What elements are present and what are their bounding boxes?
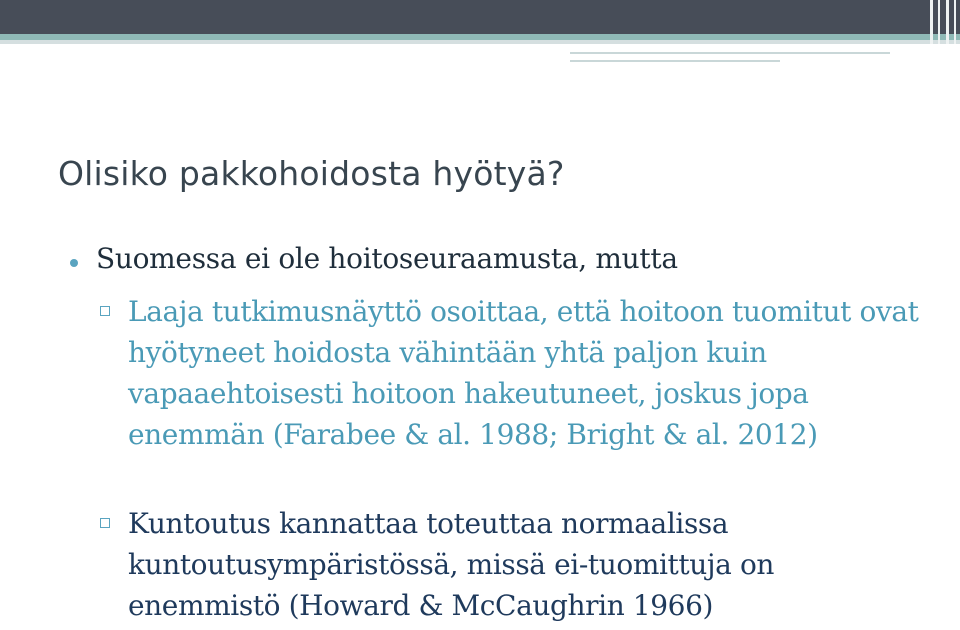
- header-dark-band: [0, 0, 960, 34]
- square-bullet-icon: [100, 518, 110, 528]
- square-bullet-icon: [100, 306, 110, 316]
- header-stripe: [930, 0, 933, 44]
- header-accent-line: [570, 60, 780, 62]
- header-accent-line: [570, 52, 890, 54]
- sub-bullet-text: Laaja tutkimusnäyttö osoittaa, että hoitoon tuomitut ovat hyötyneet hoidosta vähintään yhtä paljon kuin vapaaehtoisesti hoitoon hakeutuneet, joskus jopa enemmän (Farabee & al. 1988; Bright & al. 2012): [128, 295, 919, 451]
- header-stripe: [946, 0, 949, 44]
- header-stripe: [954, 0, 956, 44]
- slide-title: Olisiko pakkohoidosta hyötyä?: [58, 154, 565, 193]
- header-stripe: [938, 0, 940, 44]
- sub-bullet-text: Kuntoutus kannattaa toteuttaa normaalissa kuntoutusympäristössä, missä ei-tuomittuja on enemmistö (Howard & McCaughrin 1966): [128, 507, 775, 622]
- header-light-band: [0, 40, 960, 44]
- bullet-text: Suomessa ei ole hoitoseuraamusta, mutta: [96, 242, 678, 275]
- bullet-dot-icon: [70, 259, 78, 267]
